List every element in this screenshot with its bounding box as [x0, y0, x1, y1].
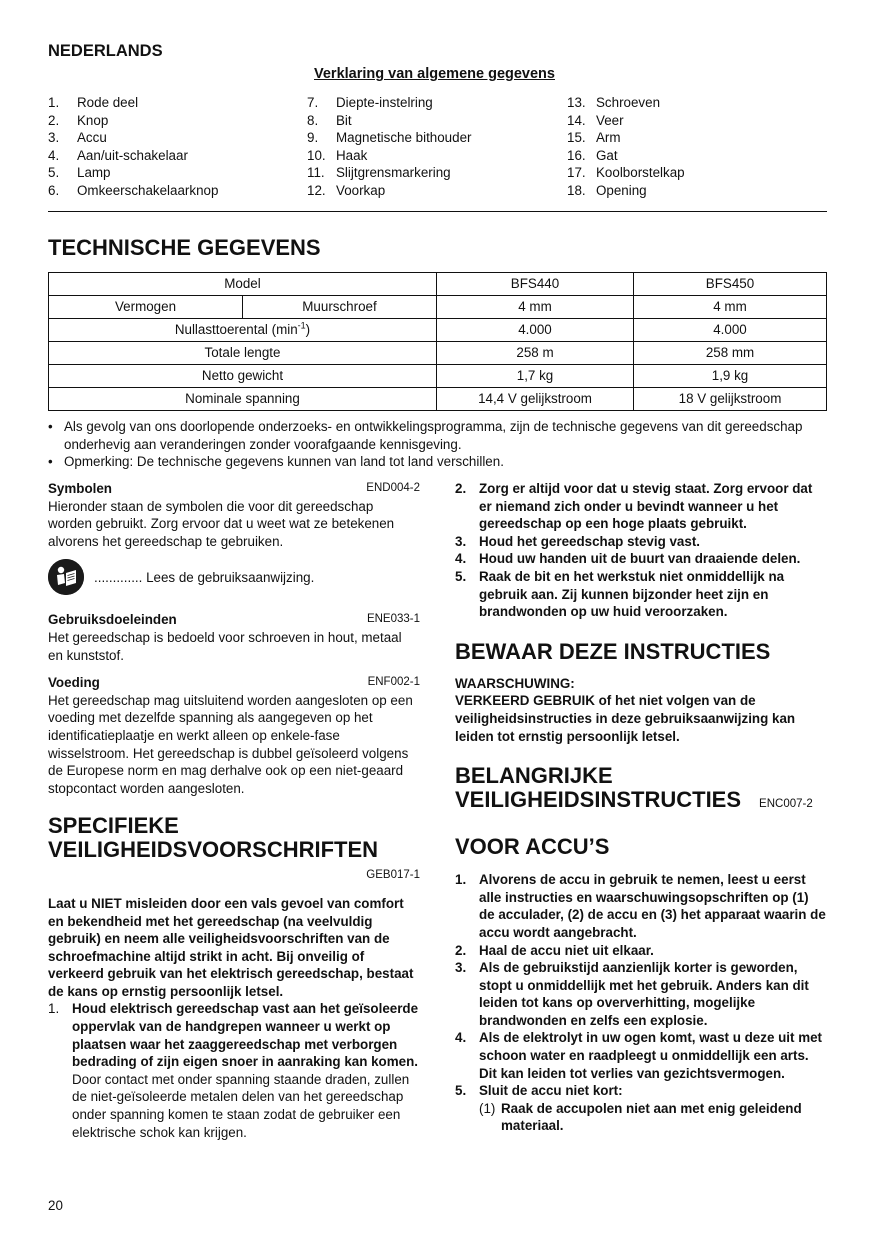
- power-heading: Voeding ENF002-1: [48, 675, 420, 691]
- left-column: [48, 480, 420, 1141]
- parts-list-col2: [307, 94, 547, 200]
- list-item: 6. Omkeerschakelaarknop: [48, 182, 219, 198]
- table-cell: 18 V gelijkstroom: [634, 388, 827, 411]
- doc-code: GEB017-1: [366, 869, 420, 882]
- list-item: 2. Haal de accu niet uit elkaar.: [455, 942, 654, 958]
- table-cell: BFS440: [437, 273, 634, 296]
- list-item: 2. Zorg er altijd voor dat u stevig staat. Zorg ervoor dat er niemand zich onder u bevindt wanneer u het gereedschap op een hoge plaats gebruikt.: [455, 481, 813, 532]
- list-item: 3. Accu: [48, 130, 107, 146]
- table-cell: Totale lengte: [49, 342, 437, 365]
- table-row: [49, 365, 827, 388]
- table-cell: 258 m: [437, 342, 634, 365]
- parts-list-col1: [48, 94, 288, 200]
- battery-list: [455, 871, 827, 1135]
- doc-code: ENC007-2: [759, 798, 813, 811]
- list-item: 11. Slijtgrensmarkering: [307, 165, 451, 181]
- symbol-row: [48, 559, 420, 595]
- table-cell: 1,7 kg: [437, 365, 634, 388]
- parts-list-col3: [567, 94, 807, 200]
- divider: [48, 211, 827, 212]
- spec-notes: [48, 418, 827, 471]
- list-item: 16. Gat: [567, 147, 618, 163]
- list-item: 3. Als de gebruikstijd aanzienlijk korter is geworden, stopt u onmiddellijk met het gebruik. Anders kan dit leiden tot kans op oververhitting, mogelijke brandwonden en zelfs een explosie.: [455, 960, 809, 1028]
- list-item: 17. Koolborstelkap: [567, 165, 685, 181]
- list-item: 18. Opening: [567, 182, 647, 198]
- list-item: 1. Rode deel: [48, 95, 139, 110]
- list-item: 1. Alvorens de accu in gebruik te nemen, leest u eerst alle instructies en waarschuwingsopschriften op (1) de acculader, (2) de accu en (3) het apparaat waarin de accu wordt aangebracht.: [455, 872, 826, 940]
- list-item: 4. Houd uw handen uit de buurt van draaiende delen.: [455, 551, 801, 567]
- table-cell: Nullasttoerental $(\min^{-1})$: [49, 319, 437, 342]
- table-row: [49, 342, 827, 365]
- list-item: 14. Veer: [567, 112, 624, 128]
- declaration-title: Verklaring van algemene gegevens: [314, 66, 555, 82]
- use-heading: Gebruiksdoeleinden ENE033-1: [48, 612, 420, 628]
- table-cell: 4 mm: [437, 296, 634, 319]
- sub-list-item: (1) Raak de accupolen niet aan met enig geleidend materiaal.: [479, 1100, 802, 1134]
- table-row: [49, 296, 827, 319]
- use-text: Het gereedschap is bedoeld voor schroeven in hout, metaal en kunststof.: [48, 629, 402, 663]
- table-cell: 4 mm: [634, 296, 827, 319]
- doc-code: ENF002-1: [367, 676, 420, 689]
- table-cell: 258 mm: [634, 342, 827, 365]
- list-item: 5. Lamp: [48, 165, 111, 181]
- list-item: • Opmerking: De technische gegevens kunnen van land tot land verschillen.: [48, 454, 504, 470]
- table-row: [49, 273, 827, 296]
- table-row: [49, 388, 827, 411]
- table-cell: Vermogen: [49, 296, 243, 319]
- list-item: 15. Arm: [567, 130, 621, 146]
- save-instructions-title: BEWAAR DEZE INSTRUCTIES: [455, 638, 771, 664]
- table-cell: Nominale spanning: [49, 388, 437, 411]
- list-item: 5. Sluit de accu niet kort: (1) Raak de accupolen niet aan met enig geleidend materiaal.: [455, 1082, 827, 1135]
- table-cell: 4.000: [634, 319, 827, 342]
- list-item: 13. Schroeven: [567, 95, 661, 110]
- safety-list-continued: [455, 480, 827, 621]
- table-cell: 4.000: [437, 319, 634, 342]
- list-item: 10. Haak: [307, 147, 368, 163]
- page-number: 20: [48, 1198, 63, 1213]
- list-item: 7. Diepte-instelring: [307, 95, 433, 110]
- language-heading: NEDERLANDS: [48, 42, 163, 60]
- right-column: [455, 480, 827, 1135]
- list-item: 2. Knop: [48, 112, 109, 128]
- list-item: 5. Raak de bit en het werkstuk niet onmiddellijk na gebruik aan. Zij kunnen bijzonder heet zijn en brandwonden op uw huid veroorzaken.: [455, 568, 785, 620]
- specs-title: TECHNISCHE GEGEVENS: [48, 235, 321, 260]
- list-item: 8. Bit: [307, 112, 352, 128]
- important-title: BELANGRIJKE VEILIGHEIDSINSTRUCTIES ENC007-2: [455, 763, 813, 813]
- table-row: [49, 319, 827, 342]
- list-item: 9. Magnetische bithouder: [307, 130, 472, 146]
- symbols-text: Hieronder staan de symbolen die voor dit gereedschap worden gebruikt. Zorg ervoor dat u weet wat ze betekenen alvorens het gereedschap te gebruiken.: [48, 498, 395, 549]
- list-item: 4. Aan/uit-schakelaar: [48, 147, 188, 163]
- table-cell: Model: [49, 273, 437, 296]
- read-manual-icon: [48, 559, 84, 595]
- table-cell: 1,9 kg: [634, 365, 827, 388]
- safety-intro: Laat u NIET misleiden door een vals gevoel van comfort en bekendheid met het gereedschap (na veelvuldig gebruik) en neem alle veiligheidsvoorschriften van de schroefmachine altijd strikt in acht. Bij onveilig of verkeerd gebruik van het elektrisch gereedschap, bestaat de kans op ernstig persoonlijk letsel.: [48, 895, 414, 999]
- warning-label: WAARSCHUWING:: [455, 675, 575, 691]
- doc-code: ENE033-1: [366, 613, 420, 626]
- safety-title: SPECIFIEKE VEILIGHEIDSVOORSCHRIFTEN: [48, 813, 379, 863]
- symbol-caption: ............. Lees de gebruiksaanwijzing.: [94, 569, 315, 585]
- doc-code: END004-2: [366, 482, 420, 494]
- table-cell: Netto gewicht: [49, 365, 437, 388]
- list-item: 4. Als de elektrolyt in uw ogen komt, wast u deze uit met schoon water en raadpleegt u onmiddellijk een arts. Dit kan leiden tot verlies van gezichtsvermogen.: [455, 1030, 823, 1081]
- battery-title: VOOR ACCU’S: [455, 834, 610, 860]
- table-cell: Muurschroef: [243, 296, 437, 319]
- symbols-heading: Symbolen END004-2: [48, 481, 420, 496]
- list-item: 12. Voorkap: [307, 182, 386, 198]
- list-item: 1. Houd elektrisch gereedschap vast aan het geïsoleerde oppervlak van de handgrepen wanneer u werkt op plaatsen waar het zaaggereedschap met verborgen bedrading of zijn eigen snoer in aanraking kan komen. Door contact met onder spanning staande draden, zullen de niet-geïsoleerde metalen delen van het gereedschap onder spanning komen te staan zodat de gebruiker een elektrische schok kan krijgen.: [48, 1001, 419, 1140]
- table-cell: BFS450: [634, 273, 827, 296]
- list-item: • Als gevolg van ons doorlopende onderzoeks- en ontwikkelingsprogramma, zijn de technische gegevens van dit gereedschap onderhevig aan veranderingen zonder voorafgaande kennisgeving.: [48, 419, 803, 452]
- warning-text: VERKEERD GEBRUIK of het niet volgen van de veiligheidsinstructies in deze gebruiksaanwijzing kan leiden tot ernstig persoonlijk letsel.: [455, 693, 796, 744]
- list-item: 3. Houd het gereedschap stevig vast.: [455, 533, 701, 549]
- specs-table: [48, 272, 827, 411]
- safety-list: [48, 1000, 420, 1141]
- power-text: Het gereedschap mag uitsluitend worden aangesloten op een voeding met dezelfde spanning als aangegeven op het identificatieplaatje en werkt alleen op enkele-fase wisselstroom. Het gereedschap is dubbel geïsoleerd volgens de Europese norm en mag derhalve ook op een niet-geaard stopcontact worden aangesloten.: [48, 692, 413, 796]
- table-cell: 14,4 V gelijkstroom: [437, 388, 634, 411]
